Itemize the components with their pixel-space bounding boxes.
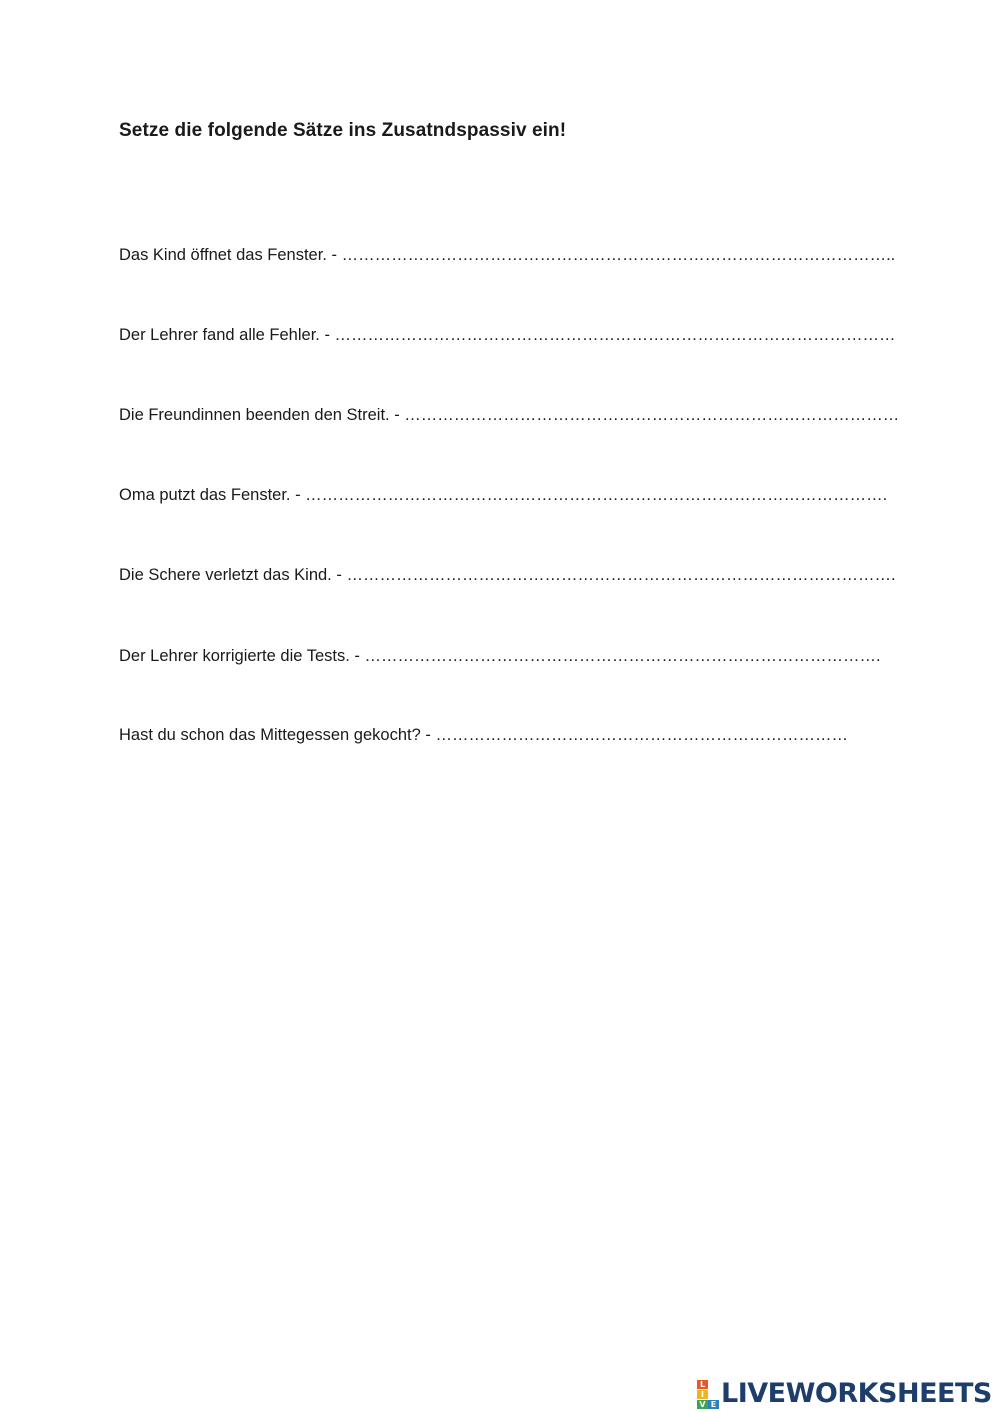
logo-mark-tile: E — [708, 1400, 719, 1409]
logo-mark-icon — [697, 1380, 719, 1408]
exercise-item — [119, 483, 887, 507]
answer-blank[interactable]: ………………………………………………………………………………………… — [334, 326, 896, 344]
answer-blank[interactable]: ………………………………………………………………… — [435, 726, 848, 744]
logo-wordmark: LIVEWORKSHEETS — [721, 1378, 992, 1409]
answer-blank[interactable]: ……………………………………………………………………………… — [404, 406, 900, 424]
answer-blank[interactable]: ……………………………………………………………………………………………. — [305, 486, 888, 504]
exercise-sentence: Die Schere verletzt das Kind. - — [119, 566, 347, 584]
exercise-item — [119, 243, 895, 267]
worksheet-title: Setze die folgende Sätze ins Zusatndspassiv ein! — [119, 120, 567, 141]
exercise-item — [119, 323, 896, 347]
logo-mark-tile: L — [697, 1380, 708, 1389]
logo-mark-tile: I — [697, 1390, 708, 1399]
liveworksheets-logo — [697, 1378, 992, 1410]
logo-mark-tile: V — [697, 1400, 708, 1409]
answer-blank[interactable]: …………………………………………………………………………………. — [364, 647, 881, 665]
answer-blank[interactable]: ………………………………………………………………………………………. — [346, 566, 896, 584]
exercise-item — [119, 403, 899, 427]
exercise-item — [119, 723, 848, 747]
answer-blank[interactable]: ……………………………………………………………………………………….. — [341, 246, 896, 264]
exercise-item — [119, 644, 881, 668]
exercise-sentence: Der Lehrer fand alle Fehler. - — [119, 326, 335, 344]
exercise-sentence: Oma putzt das Fenster. - — [119, 486, 306, 504]
exercise-sentence: Hast du schon das Mittegessen gekocht? - — [119, 726, 436, 744]
logo-mark-tile — [708, 1380, 719, 1389]
exercise-sentence: Die Freundinnen beenden den Streit. - — [119, 406, 405, 424]
exercise-sentence: Der Lehrer korrigierte die Tests. - — [119, 647, 365, 665]
exercise-sentence: Das Kind öffnet das Fenster. - — [119, 246, 342, 264]
exercise-item — [119, 563, 896, 587]
